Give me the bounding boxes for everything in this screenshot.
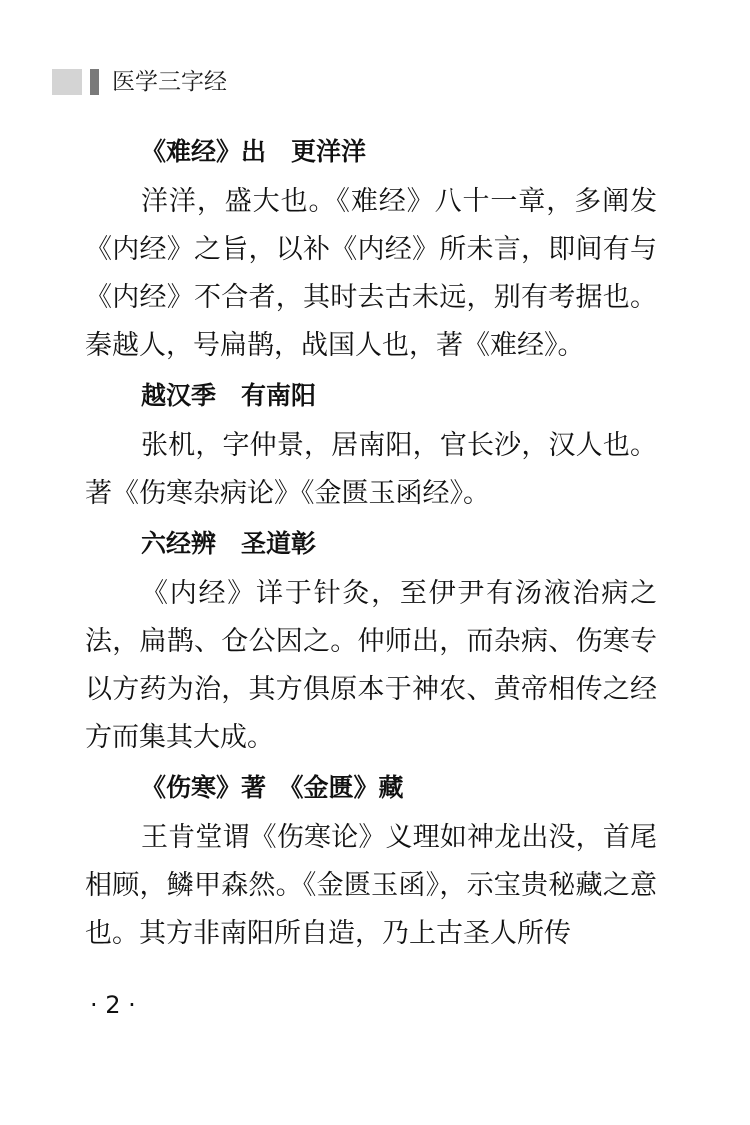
- running-head: [52, 68, 227, 96]
- section-paragraph: 王肯堂谓《伤寒论》义理如神龙出没，首尾相顾，鳞甲森然。《金匮玉函》，示宝贵秘藏之意也。其方非南阳所自造，乃上古圣人所传: [85, 822, 657, 949]
- section-paragraph: 《内经》详于针灸，至伊尹有汤液治病之法，扁鹊、仓公因之。仲师出，而杂病、伤寒专以方药为治，其方俱原本于神农、黄帝相传之经方而集其大成。: [85, 578, 657, 753]
- section-heading: 《难经》出 更洋洋: [141, 137, 367, 166]
- section-heading: 《伤寒》著 《金匮》藏: [141, 773, 404, 802]
- section-paragraph: 洋洋，盛大也。《难经》八十一章，多阐发《内经》之旨，以补《内经》所未言，即间有与《内经》不合者，其时去古未远，别有考据也。秦越人，号扁鹊，战国人也，著《难经》。: [85, 186, 657, 361]
- page-number: · 2 ·: [90, 991, 136, 1019]
- page-content: [85, 128, 657, 958]
- section-heading: 越汉季 有南阳: [141, 381, 317, 410]
- section-paragraph: 张机，字仲景，居南阳，官长沙，汉人也。著《伤寒杂病论》《金匮玉函经》。: [85, 430, 657, 509]
- header-dark-block: [90, 69, 99, 95]
- section-heading: 六经辨 圣道彰: [141, 529, 317, 558]
- header-gray-block: [52, 69, 82, 95]
- running-head-title: 医学三字经: [112, 69, 227, 95]
